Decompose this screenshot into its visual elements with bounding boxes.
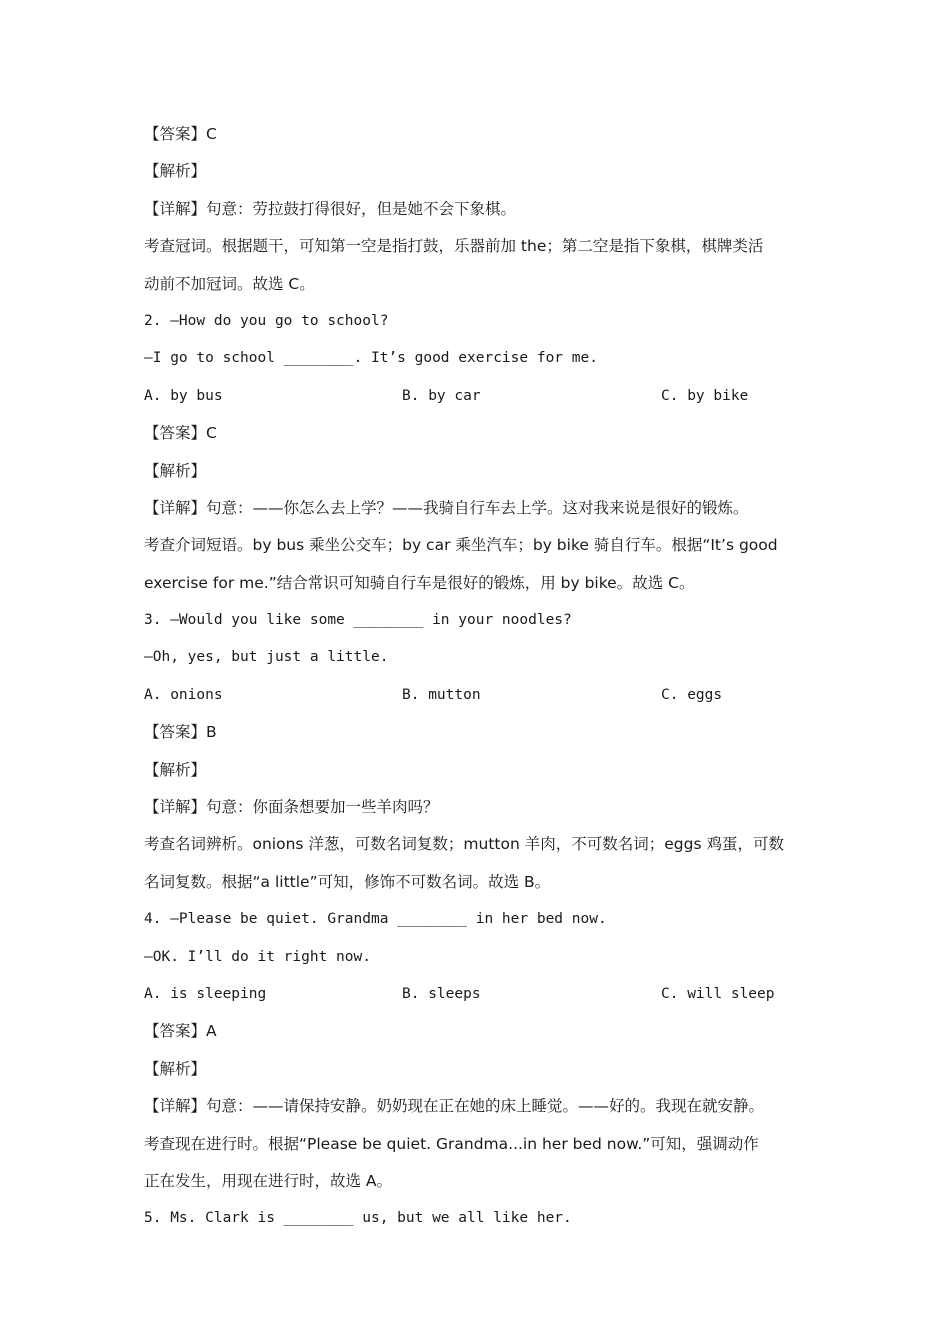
q2-answer: 【答案】C [144,424,217,443]
q3-detail: 【详解】句意：你面条想要加一些羊肉吗？ [144,798,439,817]
q3-answer: 【答案】B [144,723,217,742]
q3-explanation-line-1: 考查名词辨析。onions 洋葱，可数名词复数；mutton 羊肉，不可数名词；eggs 鸡蛋，可数 [144,835,784,854]
q4-options [144,976,834,1013]
q1-detail: 【详解】句意：劳拉鼓打得很好，但是她不会下象棋。 [144,199,517,218]
q2-options [144,378,834,415]
q1-explanation-line-2: 动前不加冠词。故选 C。 [144,274,315,293]
q3-stem-line-1: 3. —Would you like some ________ in your noodles? [144,612,572,629]
q2-analysis-label: 【解析】 [144,461,207,480]
q1-explanation-line-1: 考查冠词。根据题干，可知第一空是指打鼓，乐器前加 the；第二空是指下象棋，棋牌类活 [144,237,764,256]
q4-stem-line-2: —OK. I’ll do it right now. [144,948,371,965]
document-page [144,116,834,1238]
q4-detail: 【详解】句意：——请保持安静。奶奶现在正在她的床上睡觉。——好的。我现在就安静。 [144,1097,765,1116]
q4-option-a: A. is sleeping [144,985,267,1002]
q4-stem-line-1: 4. —Please be quiet. Grandma ________ in her bed now. [144,911,607,928]
q4-explanation-line-1: 考查现在进行时。根据“Please be quiet. Grandma...in her bed now.”可知，强调动作 [144,1134,759,1153]
q2-stem-line-2: —I go to school ________. It’s good exercise for me. [144,350,598,367]
q5-stem-line-1: 5. Ms. Clark is ________ us, but we all like her. [144,1210,572,1227]
q4-option-b: B. sleeps [402,985,481,1002]
q2-option-a: A. by bus [144,387,223,404]
q4-answer: 【答案】A [144,1022,217,1041]
q3-analysis-label: 【解析】 [144,760,207,779]
q2-option-b: B. by car [402,387,481,404]
q4-option-c: C. will sleep [661,985,775,1002]
q3-options [144,677,834,714]
q3-option-b: B. mutton [402,686,481,703]
q3-option-a: A. onions [144,686,223,703]
q4-analysis-label: 【解析】 [144,1059,207,1078]
q2-explanation-line-2: exercise for me.”结合常识可知骑自行车是很好的锻炼，用 by bike。故选 C。 [144,573,695,592]
q2-option-c: C. by bike [661,387,749,404]
q3-option-c: C. eggs [661,686,723,703]
q3-stem-line-2: —Oh, yes, but just a little. [144,649,389,666]
q3-explanation-line-2: 名词复数。根据“a little”可知，修饰不可数名词。故选 B。 [144,872,551,891]
q1-analysis-label: 【解析】 [144,162,207,181]
q2-stem-line-1: 2. —How do you go to school? [144,312,389,329]
q4-explanation-line-2: 正在发生，用现在进行时，故选 A。 [144,1171,393,1190]
q2-explanation-line-1: 考查介词短语。by bus 乘坐公交车；by car 乘坐汽车；by bike 骑自行车。根据“It’s good [144,536,778,555]
q2-detail: 【详解】句意：——你怎么去上学？——我骑自行车去上学。这对我来说是很好的锻炼。 [144,498,749,517]
q1-answer: 【答案】C [144,125,217,143]
